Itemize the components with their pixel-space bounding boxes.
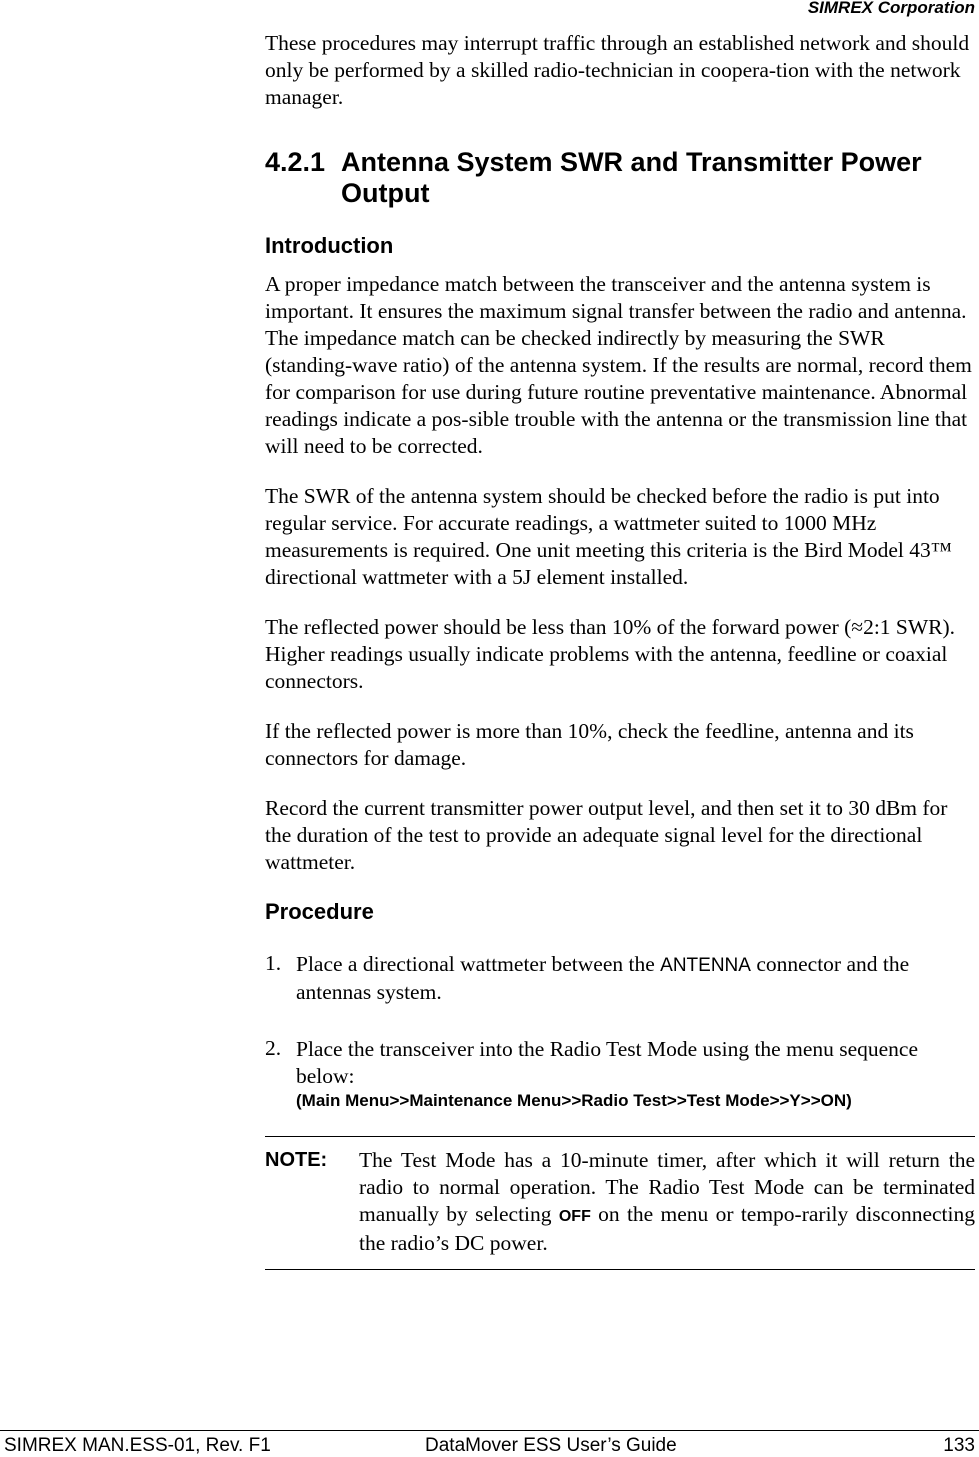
procedure-heading: Procedure — [265, 899, 374, 924]
step-number: 2. — [265, 1036, 282, 1060]
page-footer — [0, 1430, 979, 1456]
menu-sequence: (Main Menu>>Maintenance Menu>>Radio Test>>Test Mode>>Y>>ON) — [296, 1091, 852, 1110]
introduction-heading: Introduction — [265, 233, 394, 258]
footer-doc-id: SIMREX MAN.ESS-01, Rev. F1 — [4, 1435, 271, 1456]
note-box — [265, 1136, 975, 1270]
section-number: 4.2.1 — [265, 147, 326, 177]
note-label: NOTE: — [265, 1149, 328, 1171]
off-option-label: OFF — [558, 1208, 591, 1225]
paragraph-reflected-power: The reflected power should be less than 10% of the forward power (≈2:1 SWR). Higher readings usually indicate problems with the antenna, feedline or coaxial connectors. — [265, 615, 956, 693]
procedure-step-2 — [265, 1036, 975, 1112]
section-title: Antenna System SWR and Transmitter Power Output — [341, 147, 922, 208]
header-company: SIMREX Corporation — [807, 0, 975, 17]
procedure-step-1 — [265, 951, 975, 1006]
note-text: The Test Mode has a 10-minute timer, after which it will return the radio to normal operation. The Radio Test Mode can be terminated manually by selecting OFF on the menu or tempo-rarily disconnecting the radio’s DC power. — [359, 1148, 975, 1255]
page-content — [265, 30, 975, 1270]
footer-page-number: 133 — [943, 1435, 975, 1456]
step-text: Place a directional wattmeter between the ANTENNA connector and the antennas system. — [296, 952, 910, 1004]
section-heading — [265, 147, 975, 209]
intro-paragraph: These procedures may interrupt traffic through an established network and should only be performed by a skilled radio-technician in coopera-tion with the network manager. — [265, 31, 970, 109]
step-text: Place the transceiver into the Radio Test Mode using the menu sequence below: — [296, 1037, 919, 1088]
paragraph-check-feedline: If the reflected power is more than 10%, check the feedline, antenna and its connectors for damage. — [265, 719, 914, 770]
paragraph-record-power: Record the current transmitter power output level, and then set it to 30 dBm for the duration of the test to provide an adequate signal level for the directional wattmeter. — [265, 796, 948, 874]
paragraph-swr-check: The SWR of the antenna system should be checked before the radio is put into regular service. For accurate readings, a wattmeter suited to 1000 MHz measurements is required. One unit meeting this criteria is the Bird Model 43™ directional wattmeter with a 5J element installed. — [265, 484, 952, 589]
step-number: 1. — [265, 951, 282, 975]
footer-title: DataMover ESS User’s Guide — [425, 1435, 677, 1456]
antenna-connector-label: ANTENNA — [660, 955, 751, 976]
paragraph-impedance: A proper impedance match between the transceiver and the antenna system is important. It ensures the maximum signal transfer between the radio and antenna. The impedance match can be checked indirectly by measuring the SWR (standing-wave ratio) of the antenna system. If the results are normal, record them for comparison for use during future routine preventative maintenance. Abnormal readings indicate a pos-sible trouble with the antenna or the transmission line that will need to be corrected. — [265, 272, 972, 458]
